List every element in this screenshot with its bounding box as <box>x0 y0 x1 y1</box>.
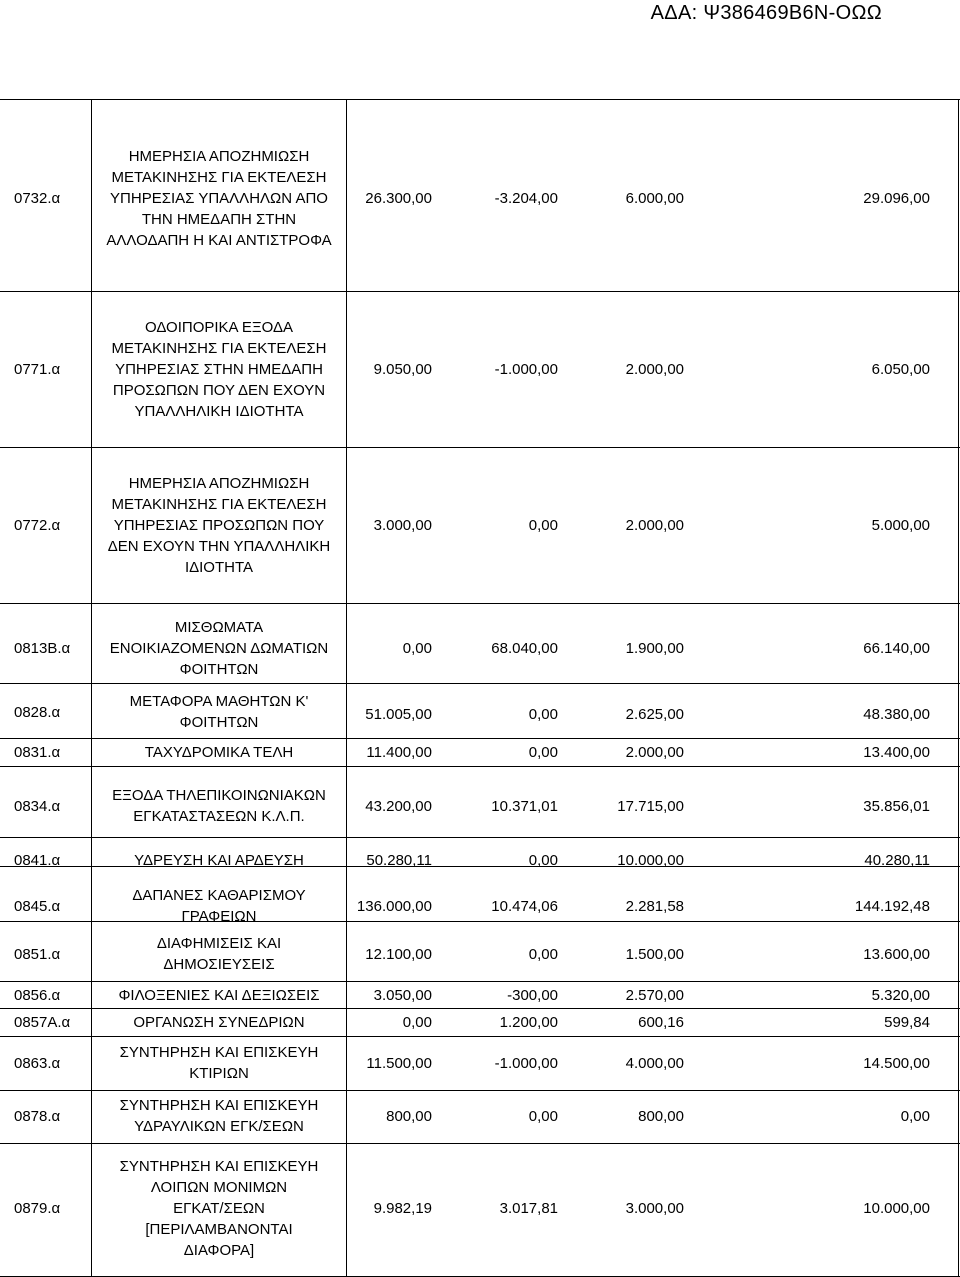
amount-cell: 144.192,48 <box>854 897 930 915</box>
amount-cell: 48.380,00 <box>863 705 930 723</box>
amount-cell: -300,00 <box>507 986 558 1004</box>
amount-cell: 136.000,00 <box>356 897 432 915</box>
row-code: 0845.α <box>14 897 61 915</box>
description-line: ΔΗΜΟΣΙΕΥΣΕΙΣ <box>163 956 275 973</box>
description-line: ΜΕΤΑΚΙΝΗΣΗΣ ΓΙΑ ΕΚΤΕΛΕΣΗ <box>111 495 327 513</box>
amount-cell: 66.140,00 <box>863 639 930 657</box>
amount-cell: 40.280,11 <box>864 851 930 869</box>
amount-cell: 0,00 <box>528 851 558 869</box>
row-code: 0732.α <box>14 189 61 207</box>
description-line: ΥΠΗΡΕΣΙΑΣ ΠΡΟΣΩΠΩΝ ΠΟΥ <box>113 516 325 534</box>
table-row-border <box>0 738 960 739</box>
description-line: ΔΙΑΦΟΡΑ] <box>183 1241 255 1259</box>
row-description <box>91 742 347 763</box>
description-line: ΔΕΝ ΕΧΟΥΝ ΤΗΝ ΥΠΑΛΛΗΛΙΚΗ <box>107 537 331 555</box>
row-code: 0828.α <box>14 703 61 721</box>
amount-cell: 1.500,00 <box>625 945 684 963</box>
description-line: ΕΞΟΔΑ ΤΗΛΕΠΙΚΟΙΝΩΝΙΑΚΩΝ <box>112 787 326 804</box>
amount-cell: 13.600,00 <box>863 945 930 963</box>
amount-cell: 5.320,00 <box>871 986 930 1004</box>
amount-cell: 800,00 <box>638 1107 684 1125</box>
description-line: ΚΤΙΡΙΩΝ <box>189 1065 249 1082</box>
description-line: ΦΟΙΤΗΤΩΝ <box>179 660 259 678</box>
amount-cell: 2.000,00 <box>625 743 684 761</box>
amount-cell: 13.400,00 <box>863 743 930 761</box>
row-description <box>91 785 347 827</box>
row-code: 0831.α <box>14 743 61 761</box>
amount-cell: 10.000,00 <box>863 1199 930 1217</box>
description-line: ΜΙΣΘΩΜΑΤΑ <box>174 618 264 636</box>
amount-cell: 0,00 <box>402 639 432 657</box>
amount-cell: 1.900,00 <box>625 639 684 657</box>
row-code: 0857Α.α <box>14 1013 71 1031</box>
description-line: ΑΛΛΟΔΑΠΗ Η ΚΑΙ ΑΝΤΙΣΤΡΟΦΑ <box>106 231 332 249</box>
amount-cell: 17.715,00 <box>617 797 684 815</box>
amount-cell: 35.856,01 <box>863 797 930 815</box>
row-code: 0878.α <box>14 1107 61 1125</box>
description-line: ΜΕΤΑΚΙΝΗΣΗΣ ΓΙΑ ΕΚΤΕΛΕΣΗ <box>111 168 327 186</box>
amount-cell: 0,00 <box>402 1013 432 1031</box>
table-row-border <box>0 981 960 982</box>
amount-cell: -1.000,00 <box>494 1054 558 1072</box>
amount-cell: 10.474,06 <box>491 897 558 915</box>
row-code: 0834.α <box>14 797 61 815</box>
description-line: ΟΔΟΙΠΟΡΙΚΑ ΕΞΟΔΑ <box>144 318 294 336</box>
amount-cell: 600,16 <box>638 1013 684 1031</box>
amount-cell: 3.050,00 <box>373 986 432 1004</box>
amount-cell: 2.000,00 <box>625 516 684 534</box>
description-line: ΣΥΝΤΗΡΗΣΗ ΚΑΙ ΕΠΙΣΚΕΥΗ <box>119 1044 319 1061</box>
description-line: ΠΡΟΣΩΠΩΝ ΠΟΥ ΔΕΝ ΕΧΟΥΝ <box>112 381 326 399</box>
amount-cell: 50.280,11 <box>366 851 432 869</box>
row-code: 0851.α <box>14 945 61 963</box>
row-description <box>91 1156 347 1261</box>
amount-cell: 10.371,01 <box>491 797 558 815</box>
amount-cell: 9.050,00 <box>373 360 432 378</box>
row-description <box>91 691 347 733</box>
description-line: ΣΥΝΤΗΡΗΣΗ ΚΑΙ ΕΠΙΣΚΕΥΗ <box>119 1157 319 1175</box>
amount-cell: 1.200,00 <box>499 1013 558 1031</box>
description-line: ΥΔΡΕΥΣΗ ΚΑΙ ΑΡΔΕΥΣΗ <box>134 851 304 869</box>
table-row-border <box>0 603 960 604</box>
row-description <box>91 1042 347 1084</box>
table-row-border <box>0 447 960 448</box>
description-line: ΥΠΗΡΕΣΙΑΣ ΣΤΗΝ ΗΜΕΔΑΠΗ <box>115 360 323 378</box>
description-line: ΕΝΟΙΚΙΑΖΟΜΕΝΩΝ ΔΩΜΑΤΙΩΝ <box>109 639 329 657</box>
row-code: 0771.α <box>14 360 61 378</box>
amount-cell: 12.100,00 <box>365 945 432 963</box>
amount-cell: 6.000,00 <box>625 189 684 207</box>
table-row-border <box>0 291 960 292</box>
amount-cell: 29.096,00 <box>863 189 930 207</box>
description-line: ΕΓΚΑΤΑΣΤΑΣΕΩΝ Κ.Λ.Π. <box>133 808 305 825</box>
description-line: ΜΕΤΑΦΟΡΑ ΜΑΘΗΤΩΝ Κ' <box>129 693 309 710</box>
table-row-border <box>0 1036 960 1037</box>
amount-cell: 68.040,00 <box>491 639 558 657</box>
amount-cell: 43.200,00 <box>365 797 432 815</box>
description-line: ΥΠΑΛΛΗΛΙΚΗ ΙΔΙΟΤΗΤΑ <box>134 402 304 420</box>
table-row-border <box>0 1143 960 1144</box>
description-line: [ΠΕΡΙΛΑΜΒΑΝΟΝΤΑΙ <box>145 1220 293 1238</box>
description-line: ΙΔΙΟΤΗΤΑ <box>184 558 254 576</box>
row-code: 0772.α <box>14 516 61 534</box>
row-description <box>91 885 347 927</box>
amount-cell: 11.500,00 <box>366 1054 432 1072</box>
amount-cell: 3.000,00 <box>625 1199 684 1217</box>
amount-cell: 6.050,00 <box>871 360 930 378</box>
amount-cell: 2.625,00 <box>625 705 684 723</box>
table-row-border <box>0 683 960 684</box>
amount-cell: 0,00 <box>528 743 558 761</box>
table-row-border <box>0 1008 960 1009</box>
amount-cell: 5.000,00 <box>871 516 930 534</box>
amount-cell: 2.281,58 <box>625 897 684 915</box>
description-line: ΔΙΑΦΗΜΙΣΕΙΣ ΚΑΙ <box>156 935 282 952</box>
row-description <box>91 985 347 1006</box>
amount-cell: 2.000,00 <box>625 360 684 378</box>
description-line: ΥΠΗΡΕΣΙΑΣ ΥΠΑΛΛΗΛΩΝ ΑΠΟ <box>110 189 328 207</box>
amount-cell: 3.000,00 <box>373 516 432 534</box>
amount-cell: 10.000,00 <box>617 851 684 869</box>
amount-cell: 0,00 <box>528 1107 558 1125</box>
amount-cell: 3.017,81 <box>499 1199 558 1217</box>
row-description <box>91 473 347 578</box>
row-code: 0879.α <box>14 1199 61 1217</box>
amount-cell: 599,84 <box>884 1013 930 1031</box>
description-line: ΤΑΧΥΔΡΟΜΙΚΑ ΤΕΛΗ <box>144 743 294 761</box>
table-row-border <box>0 766 960 767</box>
description-line: ΔΑΠΑΝΕΣ ΚΑΘΑΡΙΣΜΟΥ <box>132 887 306 904</box>
table-row-border <box>0 1090 960 1091</box>
row-description <box>91 1095 347 1137</box>
row-description <box>91 146 347 251</box>
description-line: ΜΕΤΑΚΙΝΗΣΗΣ ΓΙΑ ΕΚΤΕΛΕΣΗ <box>111 339 327 357</box>
description-line: ΓΡΑΦΕΙΩΝ <box>181 908 257 925</box>
description-line: ΗΜΕΡΗΣΙΑ ΑΠΟΖΗΜΙΩΣΗ <box>128 147 310 165</box>
amount-cell: 0,00 <box>528 945 558 963</box>
description-line: ΥΔΡΑΥΛΙΚΩΝ ΕΓΚ/ΣΕΩΝ <box>134 1118 304 1135</box>
row-code: 0856.α <box>14 986 61 1004</box>
row-description <box>91 850 347 871</box>
amount-cell: 0,00 <box>528 705 558 723</box>
row-code: 0813Β.α <box>14 639 71 657</box>
amount-cell: 51.005,00 <box>365 705 432 723</box>
amount-cell: 800,00 <box>386 1107 432 1125</box>
amount-cell: 0,00 <box>528 516 558 534</box>
table-row-border <box>0 837 960 838</box>
amount-cell: -3.204,00 <box>494 189 558 207</box>
amount-cell: 11.400,00 <box>366 743 432 761</box>
description-line: ΟΡΓΑΝΩΣΗ ΣΥΝΕΔΡΙΩΝ <box>133 1013 305 1031</box>
amount-cell: 0,00 <box>900 1107 930 1125</box>
ada-code: ΑΔΑ: Ψ386469Β6Ν-ΟΩΩ <box>650 2 882 24</box>
table-column-border <box>958 99 959 1276</box>
description-line: ΦΙΛΟΞΕΝΙΕΣ ΚΑΙ ΔΕΞΙΩΣΕΙΣ <box>118 986 320 1004</box>
description-line: ΣΥΝΤΗΡΗΣΗ ΚΑΙ ΕΠΙΣΚΕΥΗ <box>119 1097 319 1114</box>
description-line: ΕΓΚΑΤ/ΣΕΩΝ <box>173 1199 265 1217</box>
row-description <box>91 617 347 680</box>
amount-cell: 4.000,00 <box>625 1054 684 1072</box>
row-code: 0841.α <box>14 851 61 869</box>
row-code: 0863.α <box>14 1054 61 1072</box>
row-description <box>91 317 347 422</box>
description-line: ΛΟΙΠΩΝ ΜΟΝΙΜΩΝ <box>150 1178 288 1196</box>
description-line: ΦΟΙΤΗΤΩΝ <box>179 714 259 731</box>
amount-cell: 2.570,00 <box>625 986 684 1004</box>
amount-cell: -1.000,00 <box>494 360 558 378</box>
description-line: ΤΗΝ ΗΜΕΔΑΠΗ ΣΤΗΝ <box>141 210 297 228</box>
table-row-border <box>0 99 960 100</box>
amount-cell: 14.500,00 <box>863 1054 930 1072</box>
row-description <box>91 933 347 975</box>
description-line: ΗΜΕΡΗΣΙΑ ΑΠΟΖΗΜΙΩΣΗ <box>128 474 310 492</box>
amount-cell: 26.300,00 <box>365 189 432 207</box>
amount-cell: 9.982,19 <box>373 1199 432 1217</box>
row-description <box>91 1012 347 1033</box>
